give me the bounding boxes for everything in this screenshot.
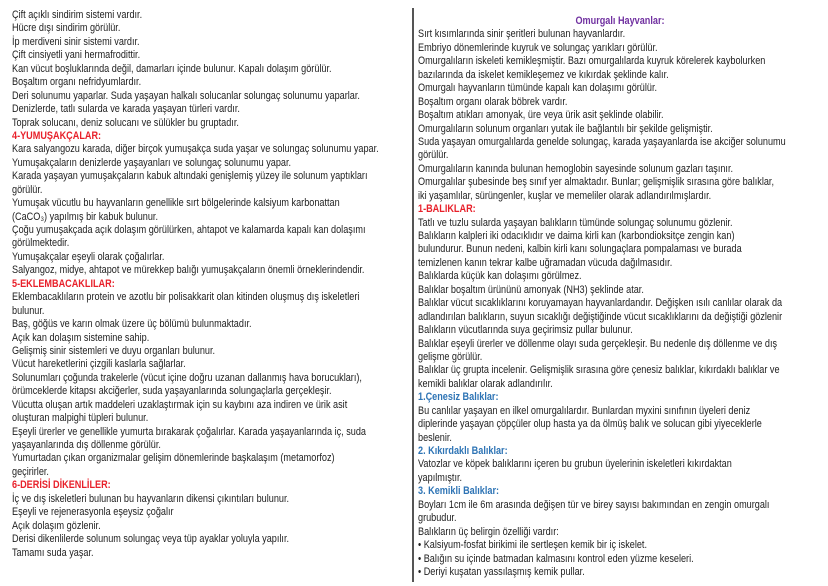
text-line: İp merdiveni sinir sistemi vardır.: [12, 35, 140, 48]
text-line: örümceklerde kitapsı akciğerler, suda yaşayanlarında solungaçlarla gerçekleşir.: [12, 385, 332, 398]
text-line: Embriyo dönemlerinde kuyruk ve solungaç yarıkları görülür.: [418, 41, 658, 54]
paragraph: [12, 143, 408, 156]
text-line: temizlenen kanın tekrar kalbe uğramadan vücuda dağılmasıdır.: [418, 256, 673, 269]
text-line: görülür.: [418, 149, 449, 162]
paragraph: [12, 157, 408, 170]
paragraph: [418, 123, 822, 136]
heading-text: 1.Çenesiz Balıklar:: [418, 391, 499, 404]
paragraph: [12, 452, 408, 479]
paragraph: [418, 55, 822, 82]
text-line: Kan vücut boşluklarında değil, damarları içinde bulunur. Kapalı dolaşım görülür.: [12, 62, 332, 75]
paragraph: [418, 364, 822, 391]
text-line: Eşeyli ve rejenerasyonla eşeysiz çoğalır: [12, 506, 174, 519]
paragraph: [12, 170, 408, 197]
text-line: (CaCO₃) yapılmış bir kabuk bulunur.: [12, 210, 158, 223]
left-column: [12, 9, 408, 560]
text-line: Vatozlar ve köpek balıklarını içeren bu grubun üyelerinin iskeletleri kıkırdaktan: [418, 458, 732, 471]
text-line: bazılarında da iskelet kemikleşemez ve kıkırdak şeklinde kalır.: [418, 68, 669, 81]
paragraph: [418, 499, 822, 526]
text-line: görülür.: [12, 183, 43, 196]
text-line: Açık kan dolaşım sistemine sahip.: [12, 331, 150, 344]
paragraph: [12, 345, 408, 358]
text-line: Çift cinsiyetli yani hermafrodittir.: [12, 49, 141, 62]
paragraph: [12, 90, 408, 103]
paragraph: [418, 109, 822, 122]
text-line: Omurgalı hayvanların tümünde kapalı kan dolaşımı görülür.: [418, 82, 658, 95]
paragraph: [418, 553, 822, 566]
text-line: Eklembacaklıların protein ve azotlu bir polisakkarit olan kitinden oluşmuş dış iskeletleri: [12, 291, 360, 304]
paragraph: [418, 230, 822, 270]
paragraph: [12, 224, 408, 251]
text-line: Gelişmiş sinir sistemleri ve duyu organları bulunur.: [12, 344, 216, 357]
heading-text: 1-BALIKLAR:: [418, 203, 476, 216]
text-line: bulunur.: [12, 304, 45, 317]
text-line: Eşeyli ürerler ve genellikle yumurta bırakarak çoğalırlar. Karada yaşayanlarında iç, suda: [12, 425, 366, 438]
text-line: Yumuşakçalar eşeyli olarak çoğalırlar.: [12, 250, 165, 263]
paragraph: [12, 547, 408, 560]
text-line: gelişme görülür.: [418, 350, 483, 363]
paragraph: [12, 332, 408, 345]
text-line: Suda yaşayan omurgalılarda genelde solungaç, karada yaşayanlarda ise akciğer solunumu: [418, 135, 786, 148]
text-line: Sırt kısımlarında sinir şeritleri bulunan hayvanlardır.: [418, 28, 626, 41]
text-line: Kara salyangozu karada, diğer birçok yumuşakça suda yaşar ve solungaç solunumu yapar.: [12, 143, 379, 156]
text-line: Çoğu yumuşakçada açık dolaşım görülürken, ahtapot ve kalamarda kapalı kan dolaşımı: [12, 224, 366, 236]
paragraph: [418, 539, 822, 552]
paragraph: [12, 506, 408, 519]
text-line: Açık dolaşım gözlenir.: [12, 519, 101, 532]
text-line: Balıkların üç belirgin özelliği vardır:: [418, 525, 559, 538]
heading-text: 4-YUMUŞAKÇALAR:: [12, 129, 102, 142]
text-line: iki yaşamlılar, sürüngenler, kuşlar ve memeliler olarak adlandırılmışlardır.: [418, 189, 712, 202]
paragraph: [12, 318, 408, 331]
section-heading: [418, 485, 822, 498]
heading-text: 3. Kemikli Balıklar:: [418, 485, 500, 498]
text-line: Tamamı suda yaşar.: [12, 546, 94, 559]
paragraph: [12, 103, 408, 116]
heading-text: 2. Kıkırdaklı Balıklar:: [418, 445, 508, 457]
paragraph: [418, 217, 822, 230]
paragraph: [12, 63, 408, 76]
text-line: Hücre dışı sindirim görülür.: [12, 22, 121, 35]
paragraph: [12, 291, 408, 318]
heading-text: 6-DERİSİ DİKENLİLER:: [12, 479, 111, 492]
paragraph: [418, 284, 822, 297]
paragraph: [12, 9, 408, 22]
text-line: Balıklar üç grupta incelenir. Gelişmişlik sırasına göre çenesiz balıklar, kıkırdaklı balıklar ve: [418, 364, 780, 377]
paragraph: [418, 42, 822, 55]
section-heading: [418, 15, 822, 28]
text-line: Çift açıklı sindirim sistemi vardır.: [12, 9, 143, 21]
text-line: diplerinde yaşayan çöpçüler olup hasta ya da ölmüş balık ve solucan gibi yiyeceklerle: [418, 418, 762, 431]
text-line: Boşaltım atıkları amonyak, üre veya ürik asit şeklinde olabilir.: [418, 109, 664, 122]
text-line: Deri solunumu yaparlar. Suda yaşayan halkalı solucanlar solungaç solunumu yaparlar.: [12, 89, 360, 102]
paragraph: [418, 405, 822, 445]
paragraph: [12, 49, 408, 62]
paragraph: [418, 458, 822, 485]
text-line: Omurgalılar şubesinde beş sınıf yer almaktadır. Bunlar; gelişmişlik sırasına göre balıklar,: [418, 176, 774, 189]
paragraph: [12, 117, 408, 130]
text-line: beslenir.: [418, 431, 452, 444]
text-line: Omurgalıların solunum organları yutak ile bağlantılı bir şekilde gelişmiştir.: [418, 122, 713, 135]
text-line: Vücutta oluşan artık maddeleri uzaklaştırmak için su kaybını aza indiren ve ürik asit: [12, 398, 348, 411]
section-heading: [418, 203, 822, 216]
text-line: Balıklarda küçük kan dolaşımı görülmez.: [418, 270, 582, 283]
paragraph: [418, 526, 822, 539]
text-line: bulundurur. Bunun nedeni, kalbin kirli kanı solungaçlara pompalaması ve burada: [418, 243, 742, 256]
text-line: Balıkların kalpleri iki odacıklıdır ve daima kirli kan (karbondioksitçe zengin kan): [418, 230, 735, 242]
text-line: kemikli balıklar olarak adlandırılır.: [418, 377, 553, 390]
text-line: adlandırılan balıkların, suyun sıcaklığı değiştiğinde vücut sıcaklıklarını da değiştiği gözlenir: [418, 310, 783, 323]
text-line: • Kalsiyum-fosfat birikimi ile sertleşen kemik bir iç iskelet.: [418, 539, 648, 552]
section-heading: [12, 130, 408, 143]
paragraph: [418, 176, 822, 203]
paragraph: [418, 28, 822, 41]
text-line: Balıkların vücutlarında suya geçirimsiz pullar bulunur.: [418, 324, 633, 337]
text-line: Toprak solucanı, deniz solucanı ve sülükler bu gruptadır.: [12, 116, 239, 129]
paragraph: [12, 264, 408, 277]
paragraph: [418, 338, 822, 365]
right-column: [418, 15, 822, 579]
section-heading: [418, 391, 822, 404]
paragraph: [12, 358, 408, 371]
heading-text: Omurgalı Hayvanlar:: [575, 15, 665, 27]
heading-text: 5-EKLEMBACAKLILAR:: [12, 277, 115, 290]
text-line: Solunumları çoğunda trakelerle (vücut içine doğru uzanan dallanmış hava borucukları),: [12, 371, 362, 384]
text-line: Tatlı ve tuzlu sularda yaşayan balıkların tümünde solungaç solunumu gözlenir.: [418, 216, 733, 229]
text-line: Denizlerde, tatlı sularda ve karada yaşayan türleri vardır.: [12, 103, 240, 116]
text-line: Derisi dikenlilerde solunum solungaç veya tüp ayaklar yoluyla yapılır.: [12, 533, 290, 546]
paragraph: [418, 270, 822, 283]
text-line: Yumuşak vücutlu bu hayvanların genellikle sırt bölgelerinde kalsiyum karbonattan: [12, 197, 340, 210]
text-line: geçirirler.: [12, 465, 49, 478]
text-line: Balıklar boşaltım ürününü amonyak (NH3) şeklinde atar.: [418, 283, 644, 296]
text-line: • Deriyi kuşatan yassılaşmış kemik pullar.: [418, 565, 585, 578]
text-line: Vücut hareketlerini çizgili kaslarla sağlarlar.: [12, 358, 186, 371]
section-heading: [12, 479, 408, 492]
text-line: yapılmıştır.: [418, 471, 463, 484]
text-line: Omurgalıların iskeleti kemikleşmiştir. Bazı omurgalılarda kuyruk körelerek kaybolurken: [418, 55, 766, 68]
paragraph: [12, 251, 408, 264]
column-divider: [412, 8, 414, 582]
text-line: Balıklar eşeyli ürerler ve döllenme olayı suda gerçekleşir. Bu nedenle dış döllenme ve dış: [418, 337, 778, 350]
text-line: Boyları 1cm ile 6m arasında değişen tür ve birey sayısı bakımından en zengin omurgalı: [418, 498, 770, 511]
section-heading: [418, 445, 822, 458]
paragraph: [418, 163, 822, 176]
paragraph: [12, 493, 408, 506]
paragraph: [418, 136, 822, 163]
paragraph: [12, 197, 408, 224]
text-line: Balıklar vücut sıcaklıklarını koruyamayan hayvanlardandır. Değişken ısılı canlılar olarak da: [418, 297, 783, 310]
paragraph: [418, 297, 822, 324]
text-line: • Balığın su içinde batmadan kalmasını kontrol eden yüzme keseleri.: [418, 552, 694, 565]
text-line: Baş, göğüs ve karın olmak üzere üç bölümü bulunmaktadır.: [12, 318, 252, 331]
text-line: Karada yaşayan yumuşakçaların kabuk altındaki genişlemiş yüzey ile solunum yaptıkları: [12, 170, 368, 183]
section-heading: [12, 278, 408, 291]
text-line: İç ve dış iskeletleri bulunan bu hayvanların dikensi çıkıntıları bulunur.: [12, 492, 290, 505]
text-line: grubudur.: [418, 512, 457, 525]
paragraph: [418, 96, 822, 109]
text-line: oluşturan malpighi tüpleri bulunur.: [12, 412, 149, 425]
paragraph: [418, 324, 822, 337]
text-line: Salyangoz, midye, ahtapot ve mürekkep balığı yumuşakçaların önemli örneklerindendir.: [12, 264, 365, 277]
paragraph: [418, 82, 822, 95]
paragraph: [12, 426, 408, 453]
text-line: Bu canlılar yaşayan en ilkel omurgalılardır. Bunlardan myxini sınıfının üyeleri deniz: [418, 404, 751, 417]
paragraph: [12, 76, 408, 89]
paragraph: [12, 533, 408, 546]
paragraph: [12, 22, 408, 35]
paragraph: [12, 399, 408, 426]
text-line: Boşaltım organı nefridyumlardır.: [12, 76, 142, 89]
paragraph: [418, 566, 822, 579]
text-line: Yumuşakçaların denizlerde yaşayanları ve solungaç solunumu yapar.: [12, 156, 292, 169]
paragraph: [12, 520, 408, 533]
text-line: yaşayanlarında dış döllenme görülür.: [12, 439, 161, 451]
paragraph: [12, 372, 408, 399]
text-line: Yumurtadan çıkan organizmalar gelişim dönemlerinde başkalaşım (metamorfoz): [12, 452, 335, 465]
text-line: Omurgalıların kanında bulunan hemoglobin sayesinde solunum gazları taşınır.: [418, 162, 734, 175]
text-line: görülmektedir.: [12, 237, 70, 250]
text-line: Boşaltım organı olarak böbrek vardır.: [418, 95, 568, 108]
paragraph: [12, 36, 408, 49]
